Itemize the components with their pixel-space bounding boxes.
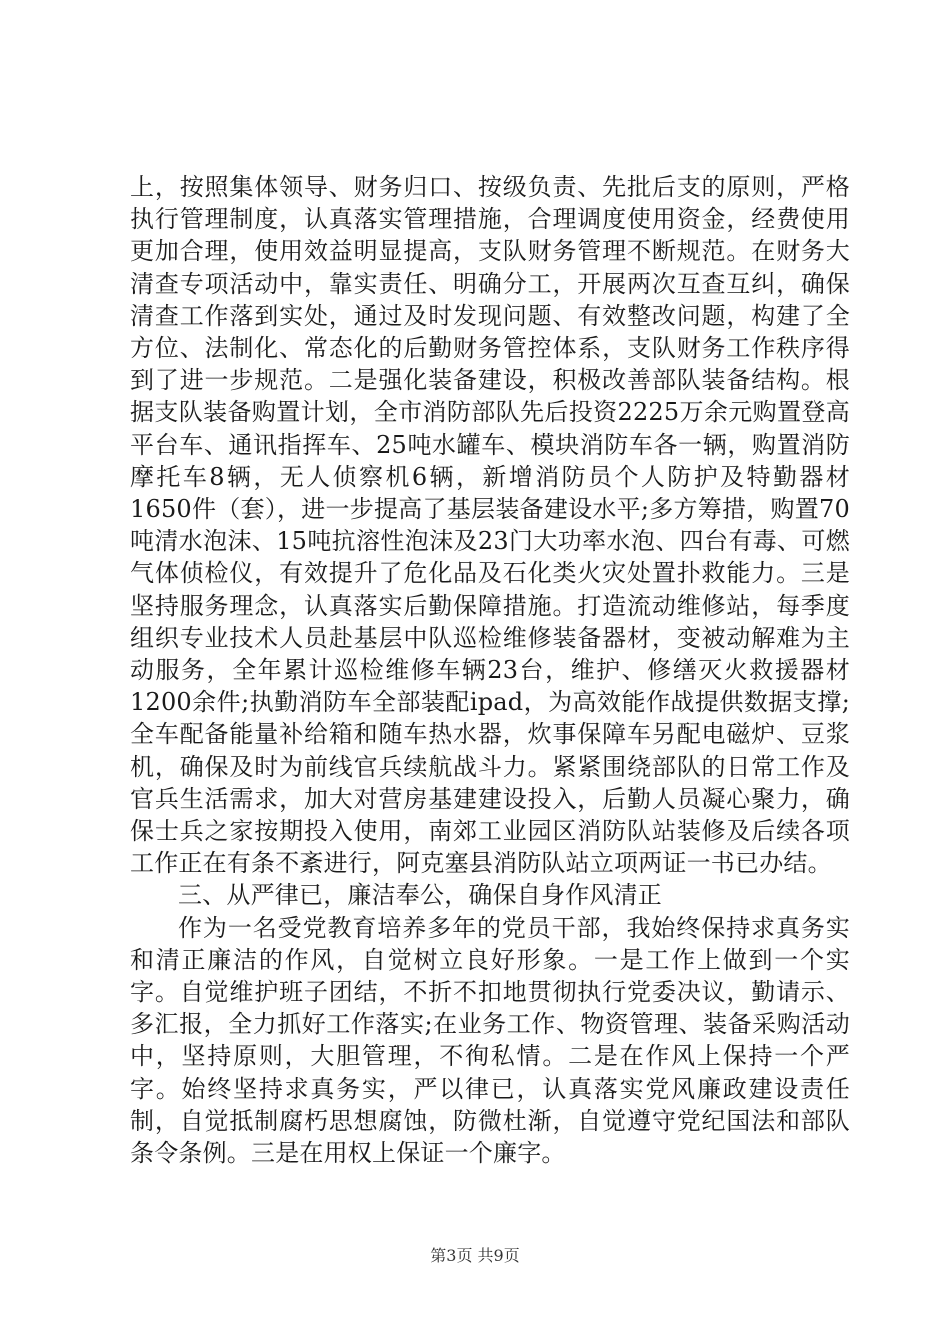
paragraph-logistics: 上，按照集体领导、财务归口、按级负责、先批后支的原则，严格执行管理制度，认真落实管理措施，合理调度使用资金，经费使用更加合理，使用效益明显提高，支队财务管理不断规范。在财务大清查专项活动中，靠实责任、明确分工，开展两次互查互纠，确保清查工作落到实处，通过及时发现问题、有效整改问题，构建了全方位、法制化、常态化的后勤财务管控体系，支队财务工作秩序得到了进一步规范。二是强化装备建设，积极改善部队装备结构。根据支队装备购置计划，全市消防部队先后投资2225万余元购置登高平台车、通讯指挥车、25吨水罐车、模块消防车各一辆，购置消防摩托车8辆，无人侦察机6辆，新增消防员个人防护及特勤器材1650件（套），进一步提高了基层装备建设水平;多方筹措，购置70吨清水泡沫、15吨抗溶性泡沫及23门大功率水泡、四台有毒、可燃气体侦检仪，有效提升了危化品及石化类火灾处置扑救能力。三是坚持服务理念，认真落实后勤保障措施。打造流动维修站，每季度组织专业技术人员赴基层中队巡检维修装备器材，变被动解难为主动服务，全年累计巡检维修车辆23台，维护、修缮灭火救援器材1200余件;执勤消防车全部装配ipad，为高效能作战提供数据支撑;全车配备能量补给箱和随车热水器，炊事保障车另配电磁炉、豆浆机，确保及时为前线官兵续航战斗力。紧紧围绕部队的日常工作及官兵生活需求，加大对营房基建建设投入，后勤人员凝心聚力，确保士兵之家按期投入使用，南郊工业园区消防队站装修及后续各项工作正在有条不紊进行，阿克塞县消防队站立项两证一书已办结。 [130, 173, 850, 878]
page-number: 第3页 共9页 [430, 1246, 520, 1265]
paragraph-integrity: 作为一名受党教育培养多年的党员干部，我始终保持求真务实和清正廉洁的作风，自觉树立良好形象。一是工作上做到一个实字。自觉维护班子团结，不折不扣地贯彻执行党委决议，勤请示、多汇报，全力抓好工作落实;在业务工作、物资管理、装备采购活动中，坚持原则，大胆管理，不徇私情。二是在作风上保持一个严字。始终坚持求真务实，严以律已，认真落实党风廉政建设责任制，自觉抵制腐朽思想腐蚀，防微杜渐，自觉遵守党纪国法和部队条令条例。三是在用权上保证一个廉字。 [130, 913, 850, 1168]
section-heading-three: 三、从严律已，廉洁奉公，确保自身作风清正 [178, 881, 662, 910]
page-footer [0, 1243, 950, 1266]
document-body [130, 171, 850, 1169]
